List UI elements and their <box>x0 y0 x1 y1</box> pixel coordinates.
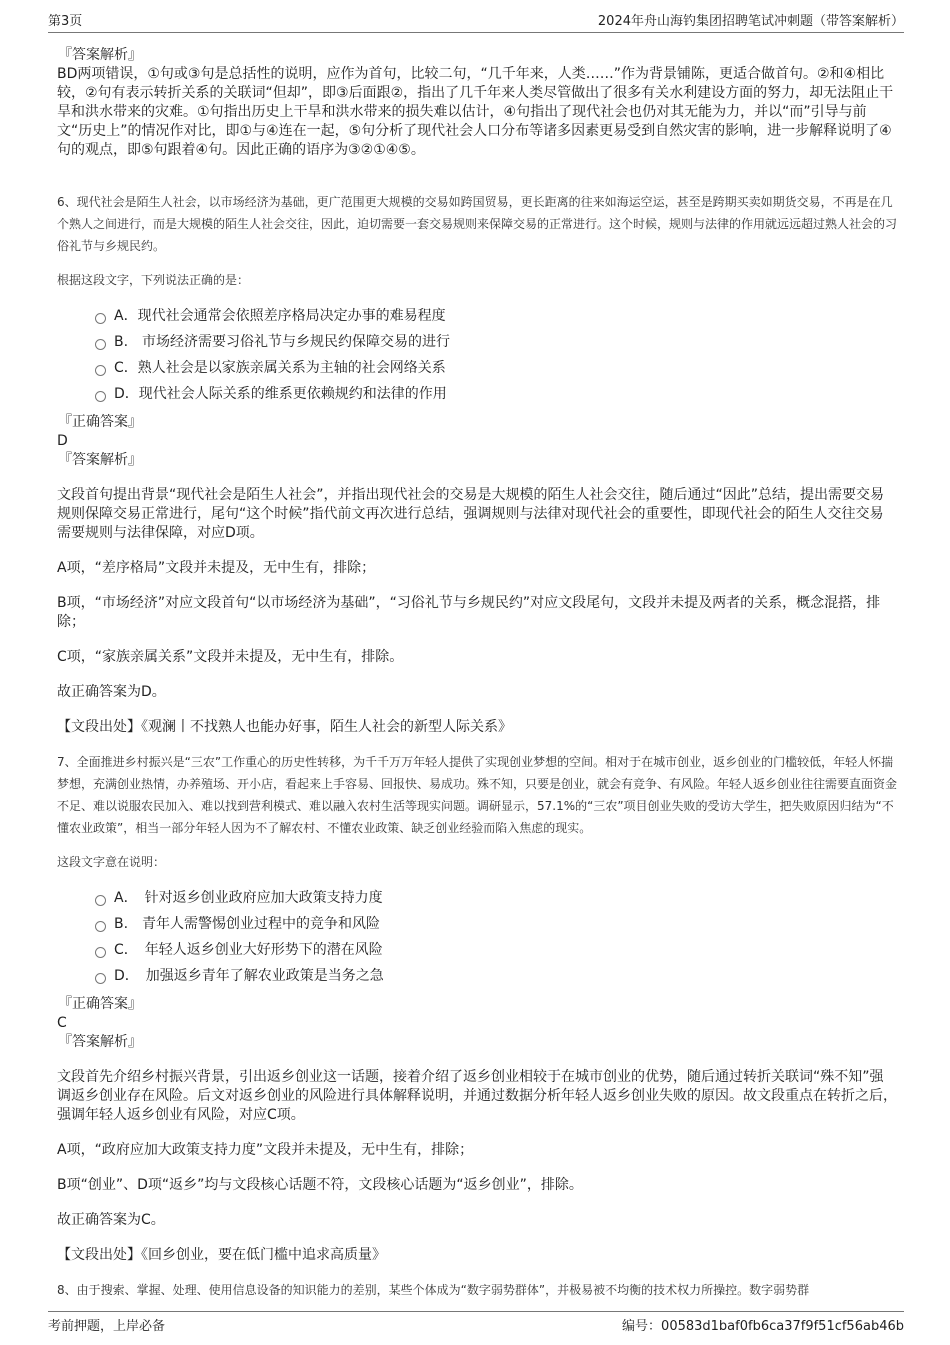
radio-icon[interactable] <box>95 391 106 402</box>
q6-option-c[interactable]: C．熟人社会是以家族亲属关系为主轴的社会网络关系 <box>95 355 897 381</box>
radio-icon[interactable] <box>95 339 106 350</box>
q6-option-a[interactable]: A．现代社会通常会依照差序格局决定办事的难易程度 <box>95 303 897 329</box>
q7-analysis-p3: B项“创业”、D项“返乡”均与文段核心话题不符，文段核心话题为“返乡创业”，排除。 <box>57 1177 583 1193</box>
q6-analysis-p1: 文段首句提出背景“现代社会是陌生人社会”，并指出现代社会的交易是大规模的陌生人社会交往，随后通过“因此”总结，提出需要交易规则保障交易正常进行，尾句“这个时候”指代前文再次进行总结，强调规则与法律对现代社会的重要性，即现代社会的陌生人交往交易需要规则与法律保障，对应D项。 <box>57 487 885 541</box>
q7-answer: C <box>57 1015 67 1031</box>
page-footer <box>48 1311 904 1334</box>
q5-analysis: BD两项错误，①句或③句是总括性的说明，应作为首句，比较二句，“几千年来，人类……”作为背景铺陈，更适合做首句。②和④相比较，②句有表示转折关系的关联词“但却”，即③后面跟②，指出了几千年来人类尽管做出了很多有关水利建设方面的努力，却无法阻止干旱和洪水带来的灾难。①句指出历史上干旱和洪水带来的损失难以估计，④句指出了现代社会也仍对其无能为力，并以“而”引导与前文“历史上”的情况作对比，即①与④连在一起，⑤句分析了现代社会人口分布等诸多因素更易受到自然灾害的影响，进一步解释说明了④句的观点，即⑤句跟着④句。因此正确的语序为③②①④⑤。 <box>57 66 894 158</box>
document-title: 2024年舟山海钓集团招聘笔试冲刺题（带答案解析） <box>597 14 904 29</box>
q7-stem: 这段文字意在说明： <box>57 855 166 869</box>
q6-analysis-p4: C项，“家族亲属关系”文段并未提及，无中生有，排除。 <box>57 649 404 665</box>
radio-icon[interactable] <box>95 947 106 958</box>
radio-icon[interactable] <box>95 973 106 984</box>
q6-analysis-label: 『答案解析』 <box>58 452 142 468</box>
q6-source: 【文段出处】《观澜丨不找熟人也能办好事，陌生人社会的新型人际关系》 <box>57 719 512 735</box>
q7-analysis-p2: A项，“政府应加大政策支持力度”文段并未提及，无中生有，排除； <box>57 1142 474 1158</box>
page-header <box>48 10 904 33</box>
q7-analysis-p1: 文段首先介绍乡村振兴背景，引出返乡创业这一话题，接着介绍了返乡创业相较于在城市创业的优势，随后通过转折关联词“殊不知”强调返乡创业存在风险。后文对返乡创业的风险进行具体解释说明，并通过数据分析年轻人返乡创业失败的原因。故文段重点在转折之后，强调年轻人返乡创业有风险，对应C项。 <box>57 1069 897 1123</box>
q6-options <box>95 303 897 407</box>
q7-option-a[interactable]: A． 针对返乡创业政府应加大政策支持力度 <box>95 885 897 911</box>
q7-answer-label: 『正确答案』 <box>58 996 142 1012</box>
radio-icon[interactable] <box>95 921 106 932</box>
page-number: 第3页 <box>48 14 83 29</box>
radio-icon[interactable] <box>95 895 106 906</box>
q7-question: 7、全面推进乡村振兴是“三农”工作重心的历史性转移，为千千万万年轻人提供了实现创业梦想的空间。相对于在城市创业，返乡创业的门槛较低，年轻人怀揣梦想，充满创业热情，办养殖场、开小店，看起来上手容易、回报快、易成功。殊不知，只要是创业，就会有竞争、有风险。年轻人返乡创业往往需要直面资金不足、难以说服农民加入、难以找到营利模式、难以融入农村生活等现实问题。调研显示，57.1%的“三农”项目创业失败的受访大学生，把失败原因归结为“不懂农业政策”，相当一部分年轻人因为不了解农村、不懂农业政策、缺乏创业经验而陷入焦虑的现实。 <box>57 755 898 835</box>
q7-source: 【文段出处】《回乡创业，要在低门槛中追求高质量》 <box>57 1247 386 1263</box>
q6-answer: D <box>57 433 68 449</box>
q7-option-d[interactable]: D． 加强返乡青年了解农业政策是当务之急 <box>95 963 897 989</box>
q5-analysis-label: 『答案解析』 <box>58 47 142 63</box>
q6-question: 6、现代社会是陌生人社会，以市场经济为基础，更广范围更大规模的交易如跨国贸易，更长距离的往来如海运空运，甚至是跨期买卖如期货交易，不再是在几个熟人之间进行，而是大规模的陌生人社会交往，因此，迫切需要一套交易规则来保障交易的正常进行。这个时候，规则与法律的作用就远远超过熟人社会的习俗礼节与乡规民约。 <box>57 195 898 253</box>
q6-analysis-p5: 故正确答案为D。 <box>57 684 166 700</box>
q6-analysis-p2: A项，“差序格局”文段并未提及，无中生有，排除； <box>57 560 376 576</box>
radio-icon[interactable] <box>95 313 106 324</box>
q7-options <box>95 885 897 989</box>
q6-answer-label: 『正确答案』 <box>58 414 142 430</box>
q6-analysis-p3: B项，“市场经济”对应文段首句“以市场经济为基础”，“习俗礼节与乡规民约”对应文段尾句，文段并未提及两者的关系，概念混搭，排除； <box>57 595 881 630</box>
q7-option-c[interactable]: C． 年轻人返乡创业大好形势下的潜在风险 <box>95 937 897 963</box>
q6-option-b[interactable]: B. 市场经济需要习俗礼节与乡规民约保障交易的进行 <box>95 329 897 355</box>
document-code: 编号：00583d1baf0fb6ca37f9f51cf56ab46b <box>622 1319 904 1334</box>
footer-slogan: 考前押题，上岸必备 <box>48 1319 166 1334</box>
page-content <box>57 46 897 1301</box>
radio-icon[interactable] <box>95 365 106 376</box>
q7-option-b[interactable]: B. 青年人需警惕创业过程中的竞争和风险 <box>95 911 897 937</box>
q6-stem: 根据这段文字，下列说法正确的是： <box>57 273 250 287</box>
q8-question: 8、由于搜索、掌握、处理、使用信息设备的知识能力的差别，某些个体成为“数字弱势群体”，并极易被不均衡的技术权力所操控。数字弱势群 <box>57 1283 810 1297</box>
q7-analysis-p4: 故正确答案为C。 <box>57 1212 165 1228</box>
q7-analysis-label: 『答案解析』 <box>58 1034 142 1050</box>
q6-option-d[interactable]: D．现代社会人际关系的维系更依赖规约和法律的作用 <box>95 381 897 407</box>
